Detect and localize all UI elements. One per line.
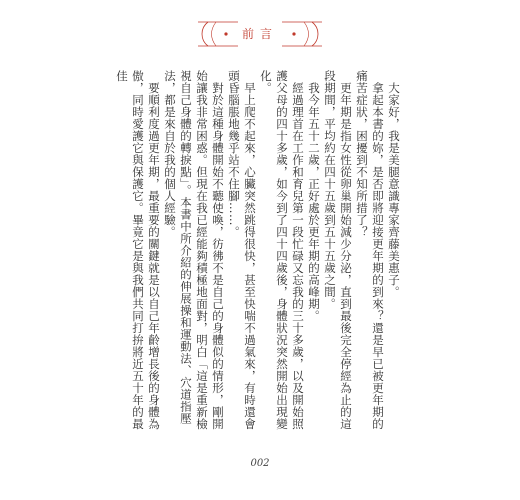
chapter-header [0, 16, 520, 52]
paragraph: 我今年五十二歲，正好處於更年期的高峰期。 [307, 81, 321, 322]
paragraph: 更年期是指女性從卵巢開始減少分泌，直到最後完全停經為止的這段期間，平均約在四十五歲到五十五歲之間。 [323, 70, 353, 430]
paragraph: 早上爬不起來，心臟突然跳得很快，甚至快喘不過氣來，有時還會頭昏腦脹地幾乎站不住腳……。 [227, 70, 257, 430]
paragraph: 要順利度過更年期，最重要的關鍵就是以自己年齡增長後的身體為傲，同時愛護它與保護它。畢竟它是與我們共同打拚將近五十年的最佳 [115, 70, 161, 430]
body-text [114, 70, 402, 440]
paragraph: 拿起本書的妳，是否即將迎接更年期的到來？還是早已被更年期的痛苦症狀，困擾到不知所措了？ [355, 70, 385, 430]
paragraph: 對於這種身體開始不聽使喚，彷彿不是自己的身體似的情形，剛開始讓我非常困惑。但現在我已經能夠積極地面對，明白「這是重新檢視自己身體的轉捩點」。本書中所介紹的伸展操和運動法、穴道指壓法，都是來自於我的個人經驗。 [163, 70, 225, 430]
paragraph: 大家好，我是美腿意識專家齊藤美惠子。 [387, 81, 401, 298]
paragraph: 經過理首在工作和育兒第一段忙碌又忘我的三十多歲，以及開始照護父母的四十多歲，如今到了四十四歲後，身體狀況突然開始出現變化。 [259, 70, 305, 430]
ornament-right-icon [280, 16, 324, 52]
page-number: 002 [250, 458, 270, 469]
page-title: 前言 [241, 27, 278, 41]
